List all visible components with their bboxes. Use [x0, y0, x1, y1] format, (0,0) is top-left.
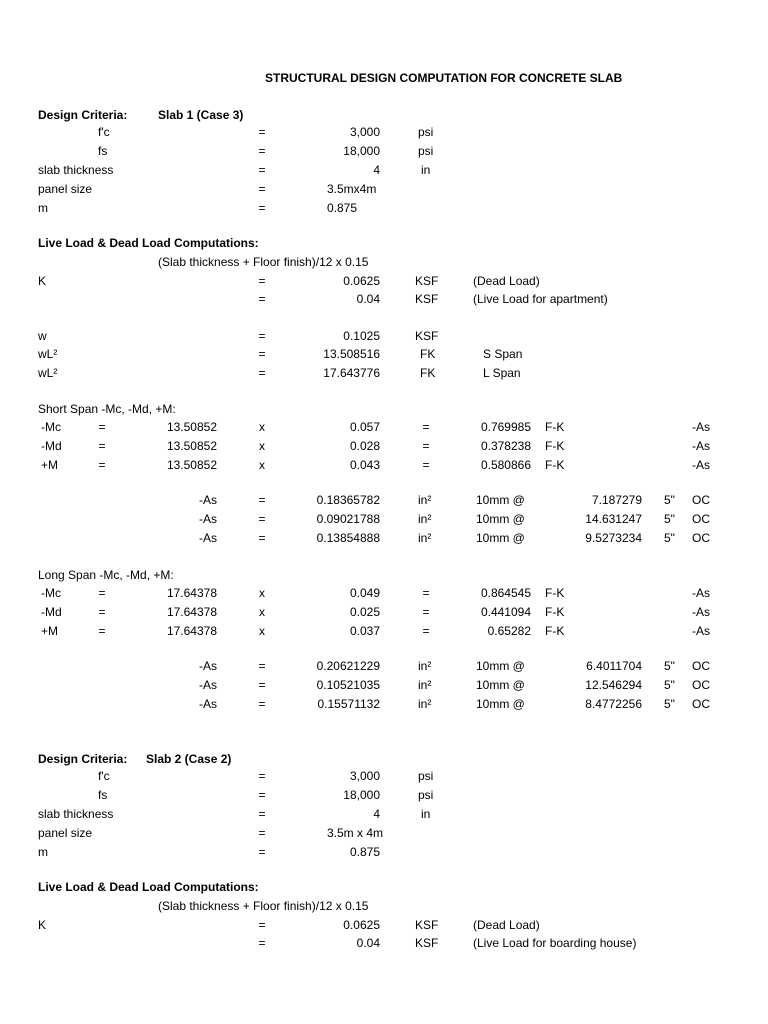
criteria-fs-equals: = — [258, 788, 266, 802]
moment-result-equals: = — [422, 624, 430, 638]
moment-equals: = — [98, 586, 106, 600]
moment-as-label: -As — [692, 605, 710, 619]
wl2-long-unit: FK — [420, 366, 436, 380]
steel-use-spacing: 5" — [664, 659, 675, 673]
w-unit: KSF — [415, 329, 439, 343]
criteria-thickness-label: slab thickness — [38, 163, 114, 177]
moment-result: 0.378238 — [480, 439, 531, 453]
steel-oc: OC — [692, 512, 710, 526]
loads-heading: Live Load & Dead Load Computations: — [38, 236, 259, 250]
moment-unit: F-K — [545, 439, 565, 453]
w-label: w — [38, 329, 47, 343]
steel-label: -As — [199, 512, 217, 526]
slab1-name: Slab 1 (Case 3) — [158, 108, 244, 122]
wl2-long-note: L Span — [483, 366, 521, 380]
steel-label: -As — [199, 678, 217, 692]
moment-result: 0.769985 — [480, 420, 531, 434]
steel-spacing: 8.4772256 — [585, 697, 642, 711]
short-span-heading: Short Span -Mc, -Md, +M: — [38, 402, 176, 416]
moment-coef: 0.025 — [349, 605, 380, 619]
steel-label: -As — [199, 531, 217, 545]
moment-coef: 0.043 — [349, 458, 380, 472]
steel-label: -As — [199, 697, 217, 711]
k-live-note: (Live Load for boarding house) — [473, 936, 637, 950]
k-dead-note: (Dead Load) — [473, 274, 540, 288]
w-equals: = — [258, 329, 266, 343]
k-dead-note: (Dead Load) — [473, 918, 540, 932]
moment-result-equals: = — [422, 605, 430, 619]
steel-area: 0.15571132 — [317, 697, 380, 711]
steel-bar: 10mm @ — [476, 697, 525, 711]
criteria-fc-unit: psi — [418, 125, 434, 139]
criteria-fc-equals: = — [258, 125, 266, 139]
steel-spacing: 14.631247 — [585, 512, 642, 526]
moment-times: x — [259, 439, 265, 453]
document-title: STRUCTURAL DESIGN COMPUTATION FOR CONCRETE SLAB — [265, 71, 623, 85]
moment-result-equals: = — [422, 439, 430, 453]
moment-as-label: -As — [692, 624, 710, 638]
criteria-thickness-unit: in — [421, 807, 431, 821]
moment-times: x — [259, 586, 265, 600]
moment-equals: = — [98, 605, 106, 619]
k-live-unit: KSF — [415, 292, 439, 306]
moment-unit: F-K — [545, 624, 565, 638]
moment-wl: 13.50852 — [166, 458, 217, 472]
criteria-thickness-label: slab thickness — [38, 807, 114, 821]
wl2-short-unit: FK — [420, 347, 436, 361]
criteria-thickness-equals: = — [258, 807, 266, 821]
criteria-m-label: m — [38, 201, 48, 215]
steel-spacing: 7.187279 — [591, 493, 642, 507]
moment-result: 0.65282 — [487, 624, 531, 638]
k-live-equals: = — [258, 292, 266, 306]
steel-unit: in² — [418, 531, 432, 545]
k-dead-value: 0.0625 — [343, 918, 380, 932]
moment-result: 0.580866 — [480, 458, 531, 472]
criteria-fs-unit: psi — [418, 144, 434, 158]
steel-use-spacing: 5" — [664, 697, 675, 711]
moment-coef: 0.049 — [349, 586, 380, 600]
steel-bar: 10mm @ — [476, 493, 525, 507]
wl2-short-value: 13.508516 — [323, 347, 380, 361]
criteria-fc-unit: psi — [418, 769, 434, 783]
steel-area: 0.13854888 — [316, 531, 380, 545]
steel-area: 0.20621229 — [316, 659, 380, 673]
steel-use-spacing: 5" — [664, 512, 675, 526]
steel-equals: = — [258, 531, 266, 545]
k-live-value: 0.04 — [356, 292, 380, 306]
criteria-fc-label: f'c — [98, 769, 110, 783]
criteria-fs-label: fs — [98, 144, 108, 158]
criteria-thickness-equals: = — [258, 163, 266, 177]
steel-equals: = — [258, 512, 266, 526]
steel-unit: in² — [418, 678, 432, 692]
load-formula: (Slab thickness + Floor finish)/12 x 0.15 — [158, 255, 369, 269]
criteria-panel-equals: = — [258, 182, 266, 196]
moment-label: +M — [41, 624, 59, 638]
steel-equals: = — [258, 678, 266, 692]
moment-result-equals: = — [422, 420, 430, 434]
moment-result: 0.441094 — [480, 605, 531, 619]
steel-equals: = — [258, 659, 266, 673]
moment-coef: 0.028 — [349, 439, 380, 453]
criteria-fc-value: 3,000 — [349, 769, 380, 783]
design-criteria-label: Design Criteria: — [38, 108, 128, 122]
k-live-note: (Live Load for apartment) — [473, 292, 608, 306]
steel-spacing: 9.5273234 — [585, 531, 642, 545]
moment-label: +M — [41, 458, 59, 472]
steel-oc: OC — [692, 678, 710, 692]
moment-as-label: -As — [692, 586, 710, 600]
steel-area: 0.10521035 — [316, 678, 380, 692]
wl2-long-value: 17.643776 — [323, 366, 380, 380]
moment-times: x — [259, 458, 265, 472]
steel-bar: 10mm @ — [476, 678, 525, 692]
slab2-name: Slab 2 (Case 2) — [146, 752, 232, 766]
long-span-heading: Long Span -Mc, -Md, +M: — [38, 568, 174, 582]
k-dead-equals: = — [258, 274, 266, 288]
wl2-long-equals: = — [258, 366, 266, 380]
moment-as-label: -As — [692, 439, 710, 453]
steel-bar: 10mm @ — [476, 531, 525, 545]
steel-use-spacing: 5" — [664, 531, 675, 545]
k-dead-unit: KSF — [415, 918, 439, 932]
moment-label: -Mc — [41, 586, 61, 600]
criteria-thickness-value: 4 — [373, 163, 380, 177]
loads-heading: Live Load & Dead Load Computations: — [38, 880, 259, 894]
criteria-fc-equals: = — [258, 769, 266, 783]
moment-result-equals: = — [422, 586, 430, 600]
criteria-m-equals: = — [258, 201, 266, 215]
k-live-equals: = — [258, 936, 266, 950]
k-live-value: 0.04 — [356, 936, 380, 950]
moment-equals: = — [98, 458, 106, 472]
w-value: 0.1025 — [343, 329, 380, 343]
moment-wl: 13.50852 — [166, 420, 217, 434]
steel-area: 0.18365782 — [316, 493, 380, 507]
moment-times: x — [259, 605, 265, 619]
k-dead-value: 0.0625 — [343, 274, 380, 288]
moment-result: 0.864545 — [480, 586, 531, 600]
steel-area: 0.09021788 — [316, 512, 380, 526]
moment-wl: 17.64378 — [166, 586, 217, 600]
steel-unit: in² — [418, 659, 432, 673]
steel-use-spacing: 5" — [664, 678, 675, 692]
criteria-thickness-unit: in — [421, 163, 431, 177]
criteria-m-value: 0.875 — [327, 201, 358, 215]
steel-equals: = — [258, 697, 266, 711]
moment-times: x — [259, 420, 265, 434]
moment-coef: 0.057 — [349, 420, 380, 434]
k-label: K — [38, 918, 47, 932]
criteria-panel-label: panel size — [38, 182, 93, 196]
steel-bar: 10mm @ — [476, 512, 525, 526]
steel-bar: 10mm @ — [476, 659, 525, 673]
moment-times: x — [259, 624, 265, 638]
k-dead-unit: KSF — [415, 274, 439, 288]
steel-spacing: 6.4011704 — [586, 659, 642, 673]
moment-unit: F-K — [545, 605, 565, 619]
criteria-fs-value: 18,000 — [343, 144, 380, 158]
criteria-m-equals: = — [258, 845, 266, 859]
steel-oc: OC — [692, 697, 710, 711]
k-dead-equals: = — [258, 918, 266, 932]
k-live-unit: KSF — [415, 936, 439, 950]
criteria-m-value: 0.875 — [349, 845, 380, 859]
criteria-panel-equals: = — [258, 826, 266, 840]
moment-unit: F-K — [545, 458, 565, 472]
wl2-short-note: S Span — [483, 347, 523, 361]
criteria-fs-value: 18,000 — [343, 788, 380, 802]
moment-as-label: -As — [692, 458, 710, 472]
criteria-fc-label: f'c — [98, 125, 110, 139]
steel-oc: OC — [692, 493, 710, 507]
wl2-short-equals: = — [258, 347, 266, 361]
steel-spacing: 12.546294 — [585, 678, 642, 692]
steel-equals: = — [258, 493, 266, 507]
criteria-fs-equals: = — [258, 144, 266, 158]
wl2-long-label: wL² — [38, 366, 58, 380]
moment-result-equals: = — [422, 458, 430, 472]
moment-wl: 17.64378 — [166, 605, 217, 619]
moment-label: -Md — [41, 439, 62, 453]
criteria-panel-label: panel size — [38, 826, 93, 840]
criteria-panel-value: 3.5m x 4m — [327, 826, 384, 840]
steel-label: -As — [199, 659, 217, 673]
steel-use-spacing: 5" — [664, 493, 675, 507]
steel-unit: in² — [418, 493, 432, 507]
criteria-fc-value: 3,000 — [349, 125, 380, 139]
moment-wl: 17.64378 — [166, 624, 217, 638]
steel-label: -As — [199, 493, 217, 507]
moment-equals: = — [98, 420, 106, 434]
moment-label: -Mc — [41, 420, 61, 434]
design-criteria-label: Design Criteria: — [38, 752, 128, 766]
steel-unit: in² — [418, 512, 432, 526]
wl2-short-label: wL² — [38, 347, 58, 361]
moment-coef: 0.037 — [349, 624, 380, 638]
load-formula: (Slab thickness + Floor finish)/12 x 0.15 — [158, 899, 369, 913]
criteria-fs-unit: psi — [418, 788, 434, 802]
criteria-fs-label: fs — [98, 788, 108, 802]
criteria-thickness-value: 4 — [373, 807, 380, 821]
steel-unit: in² — [418, 697, 432, 711]
k-label: K — [38, 274, 47, 288]
moment-equals: = — [98, 439, 106, 453]
steel-oc: OC — [692, 659, 710, 673]
moment-unit: F-K — [545, 420, 565, 434]
criteria-m-label: m — [38, 845, 48, 859]
moment-equals: = — [98, 624, 106, 638]
moment-label: -Md — [41, 605, 62, 619]
steel-oc: OC — [692, 531, 710, 545]
criteria-panel-value: 3.5mx4m — [327, 182, 377, 196]
moment-as-label: -As — [692, 420, 710, 434]
moment-wl: 13.50852 — [166, 439, 217, 453]
moment-unit: F-K — [545, 586, 565, 600]
